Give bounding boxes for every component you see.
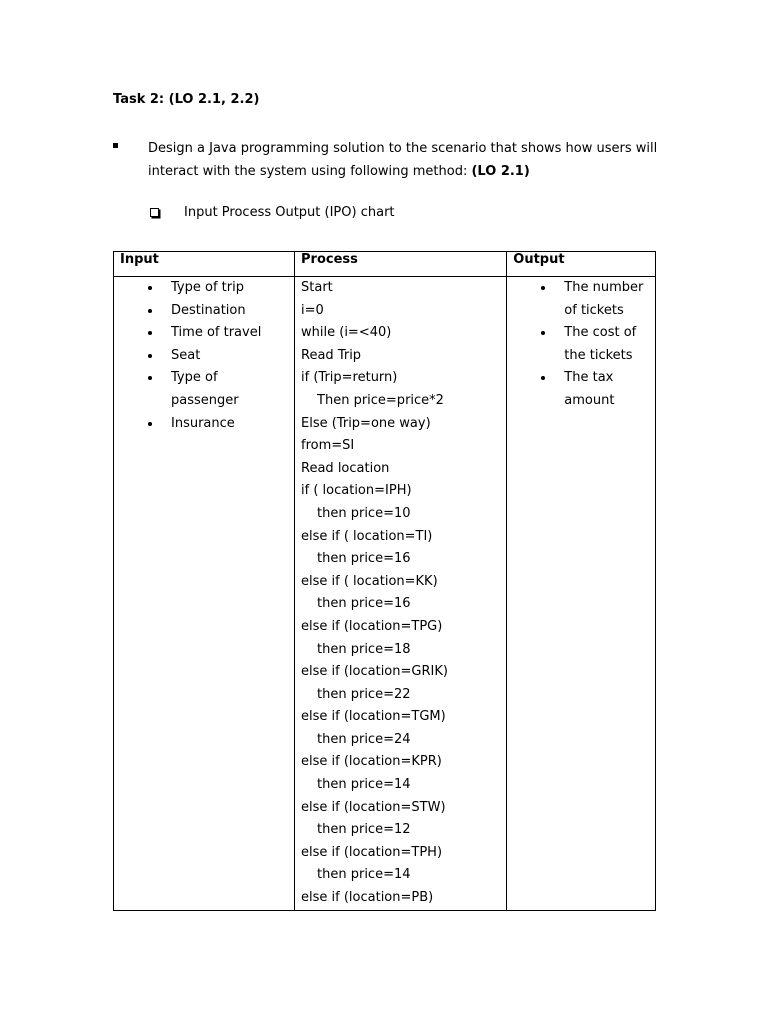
list-item: The number of tickets: [535, 277, 649, 322]
process-line: else if ( location=TI): [301, 528, 433, 544]
process-line: while (i=<40): [301, 325, 392, 341]
design-bullet-text: [148, 137, 668, 183]
task-title: Task 2: (LO 2.1, 2.2): [113, 92, 260, 107]
process-line: Read location: [301, 460, 390, 476]
input-list: [120, 277, 288, 435]
process-line: Else (Trip=one way): [301, 415, 431, 431]
process-line: else if (location=STW): [301, 799, 446, 815]
process-line: else if (location=TGM): [301, 709, 446, 725]
process-line: else if (location=PB): [301, 890, 434, 906]
list-item: Type of passenger: [142, 367, 288, 412]
output-list: [513, 277, 649, 413]
list-item: Seat: [142, 345, 288, 368]
process-line: Read Trip: [301, 347, 362, 363]
process-line: else if (location=KPR): [301, 754, 442, 770]
process-cell: [295, 277, 507, 911]
header-output: Output: [507, 252, 656, 277]
list-item: Type of trip: [142, 277, 288, 300]
ipo-sub-bullet-text: Input Process Output (IPO) chart: [184, 205, 395, 220]
input-cell: [114, 277, 295, 911]
process-line: else if ( location=KK): [301, 573, 438, 589]
process-line: from=SI: [301, 438, 355, 454]
process-line: Start: [301, 280, 333, 295]
list-item: Time of travel: [142, 322, 288, 345]
ipo-header-row: [114, 252, 656, 277]
process-line: if ( location=IPH): [301, 483, 412, 499]
process-line: else if (location=TPH): [301, 844, 443, 860]
process-line: then price=12: [317, 822, 411, 838]
process-line: then price=14: [317, 867, 411, 883]
header-input: Input: [114, 252, 295, 277]
process-line: else if (location=TPG): [301, 618, 443, 634]
process-line: Then price=price*2: [317, 392, 444, 408]
process-line: then price=18: [317, 641, 411, 657]
process-line: else if (location=GRIK): [301, 664, 448, 680]
ipo-body-row: [114, 277, 656, 911]
ipo-table: [113, 251, 656, 911]
process-line: then price=22: [317, 686, 411, 702]
header-process: Process: [295, 252, 507, 277]
process-line: i=0: [301, 302, 324, 318]
list-item: The cost of the tickets: [535, 322, 649, 367]
list-item: Destination: [142, 300, 288, 323]
list-item: The tax amount: [535, 367, 649, 412]
process-line: then price=14: [317, 777, 411, 793]
process-line: then price=16: [317, 551, 411, 567]
checkbox-bullet-icon: [150, 208, 159, 217]
process-line: then price=16: [317, 596, 411, 612]
process-line: if (Trip=return): [301, 370, 398, 386]
list-item: Insurance: [142, 413, 288, 436]
design-bullet-body: Design a Java programming solution to the scenario that shows how users will interact with the system using following method:: [148, 141, 658, 179]
process-line: then price=24: [317, 731, 411, 747]
square-bullet-icon: [113, 143, 118, 148]
output-cell: [507, 277, 656, 911]
design-bullet-lo: (LO 2.1): [471, 164, 530, 179]
process-line: then price=10: [317, 505, 411, 521]
